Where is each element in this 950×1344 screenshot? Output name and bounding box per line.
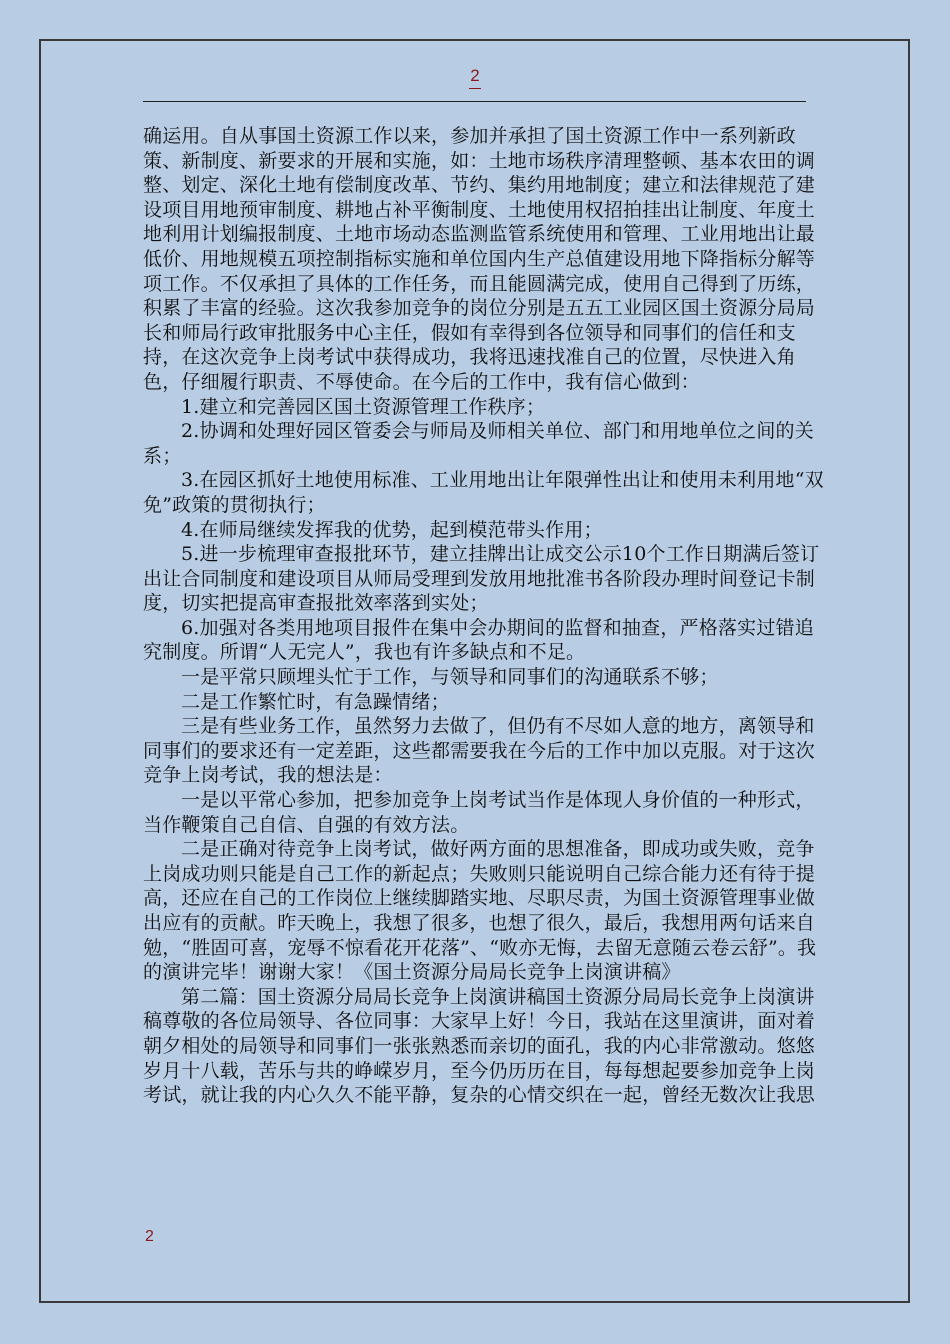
header-page-number-underline	[469, 88, 481, 89]
list-item: 5.进一步梳理审查报批环节，建立挂牌出让成交公示10个工作日期满后签订出让合同制度和建设项目从师局受理到发放用地批准书各阶段办理时间登记卡制度，切实把提高审查报批效率落到实处；	[143, 543, 820, 615]
document-body	[143, 124, 826, 1108]
header-page-number: 2	[470, 66, 480, 85]
paragraph: 三是有些业务工作，虽然努力去做了，但仍有不尽如人意的地方，离领导和同事们的要求还有一定差距，这些都需要我在今后的工作中加以克服。对于这次竞争上岗考试，我的想法是：	[143, 715, 816, 787]
footer-page-number: 2	[145, 1228, 154, 1245]
paragraph: 二是工作繁忙时，有急躁情绪；	[181, 690, 450, 713]
list-item: 1.建立和完善园区国土资源管理工作秩序；	[181, 395, 546, 418]
list-item: 3.在园区抓好土地使用标准、工业用地出让年限弹性出让和使用未利用地“双免”政策的贯彻执行；	[143, 469, 824, 516]
paragraph: 第二篇：国土资源分局局长竞争上岗演讲稿国土资源分局局长竞争上岗演讲稿尊敬的各位局领导、各位同事：大家早上好！今日，我站在这里演讲，面对着朝夕相处的局领导和同事们一张张熟悉而亲切的面孔，我的内心非常激动。悠悠岁月十八载，苦乐与共的峥嵘岁月，至今仍历历在目，每每想起要参加竞争上岗考试，就让我的内心久久不能平静，复杂的心情交织在一起，曾经无数次让我思	[143, 985, 816, 1107]
list-item: 2.协调和处理好园区管委会与师局及师相关单位、部门和用地单位之间的关系；	[143, 420, 814, 467]
header-rule	[143, 101, 806, 102]
paragraph: 一是平常只顾埋头忙于工作，与领导和同事们的沟通联系不够；	[181, 666, 719, 689]
paragraph: 二是正确对待竞争上岗考试，做好两方面的思想准备，即成功或失败，竞争上岗成功则只能是自己工作的新起点；失败则只能说明自己综合能力还有待于提高，还应在自己的工作岗位上继续脚踏实地、尽职尽责，为国土资源管理事业做出应有的贡献。昨天晚上，我想了很多，也想了很久，最后，我想用两句话来自勉，“胜固可喜，宠辱不惊看花开花落”、“败亦无悔，去留无意随云卷云舒”。我的演讲完毕！谢谢大家！《国土资源分局局长竞争上岗演讲稿》	[143, 838, 817, 984]
paragraph: 确运用。自从事国土资源工作以来，参加并承担了国土资源工作中一系列新政策、新制度、新要求的开展和实施，如：土地市场秩序清理整顿、基本农田的调整、划定、深化土地有偿制度改革、节约、集约用地制度；建立和法律规范了建设项目用地预审制度、耕地占补平衡制度、土地使用权招拍挂出让制度、年度土地利用计划编报制度、土地市场动态监测监管系统使用和管理、工业用地出让最低价、用地规模五项控制指标实施和单位国内生产总值建设用地下降指标分解等项工作。不仅承担了具体的工作任务，而且能圆满完成，使用自己得到了历练，积累了丰富的经验。这次我参加竞争的岗位分别是五五工业园区国土资源分局局长和师局行政审批服务中心主任，假如有幸得到各位领导和同事们的信任和支持，在这次竞争上岗考试中获得成功，我将迅速找准自己的位置，尽快进入角色，仔细履行职责、不辱使命。在今后的工作中，我有信心做到：	[143, 125, 816, 393]
paragraph: 一是以平常心参加，把参加竞争上岗考试当作是体现人身价值的一种形式，当作鞭策自己自信、自强的有效方法。	[143, 789, 815, 836]
list-item: 4.在师局继续发挥我的优势，起到模范带头作用；	[181, 518, 603, 541]
list-item: 6.加强对各类用地项目报件在集中会办期间的监督和抽查，严格落实过错追究制度。所谓“人无完人”，我也有许多缺点和不足。	[143, 616, 814, 664]
